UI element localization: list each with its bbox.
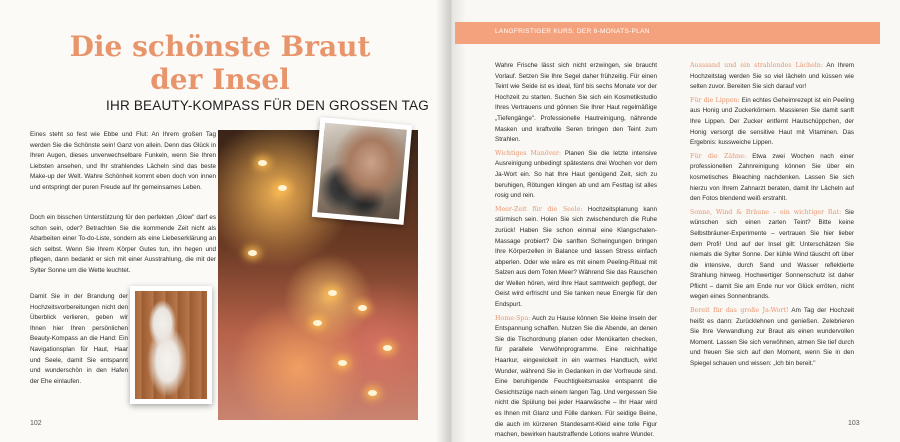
candle-light	[248, 250, 257, 256]
manoeuvre-heading: Wichtiges Manöver:	[495, 149, 562, 157]
candle-light	[258, 160, 267, 166]
right-column-1	[495, 61, 657, 441]
home-spa-paragraph	[495, 314, 657, 441]
lips-paragraph	[690, 96, 854, 149]
candle-light	[383, 345, 392, 351]
six-month-intro: Wahre Frische lässt sich nicht erzwingen, sie braucht Vorlauf. Setzen Sie Ihre Segel daher frühzeitig. Für einen Teint wie Seide ist es ideal, fünf bis sechs Monate vor der Hochzeit zu starten. Suchen Sie sich ein Kosmetikstudio Ihres Vertrauens und gönnen Sie Ihrer Haut regelmäßige „Tiefengänge". Professionelle Hautreinigung, nährende Masken und kraftvolle Seren bringen den Teint zum Strahlen.	[495, 62, 657, 144]
smile-text: An Ihrem Hochzeitstag werden Sie so viel lächeln und küssen wie selten zuvor. Bereiten Sie sich darauf vor!	[690, 62, 855, 91]
teeth-text: Etwa zwei Wochen nach einer professionellen Zahnreinigung können Sie über ein kosmetisches Bleaching nachdenken. Lassen Sie sich hierzu von Ihrem Zahnarzt beraten, damit Ihr Lächeln auf den Fotos blendend weiß erstrahlt.	[690, 152, 854, 203]
teeth-paragraph	[690, 152, 854, 205]
lips-text: Ein echtes Geheimrezept ist ein Peeling aus Honig und Zuckerkörnern. Massieren Sie damit sanft Ihre Lippen. Der Zucker entfernt Hautschüppchen, der Honig versorgt die sensitive Haut mit Vitaminen. Das Ergebnis: kussweiche Lippen.	[690, 96, 855, 147]
intro-paragraph: Eines steht so fest wie Ebbe und Flut: An Ihrem großen Tag werden Sie die Schönste sein! Ganz von allein. Denn das Glück in Ihren Augen, dieses unverwechselbare Funkeln, wenn Sie Ihren Liebsten ansehen, und Ihr strahlendes Lächeln sind das beste Make-up der Welt. Wahre Schönheit kommt eben doch von innen und entspringt der puren Freude auf Ihr gemeinsames Leben.	[30, 131, 216, 191]
candle-light	[338, 360, 347, 366]
sun-text: Sie wünschen sich einen zarten Teint? Bitte keine Selbstbräuner-Experimente – vertrauen Sie hier lieber dem Profi! Und auf der Insel gilt: Unterschätzen Sie niemals die Sylter Sonne. Der kühle Wind täuscht oft über die intensive, durch Sand und Wasser reflektierte Strahlung hinweg. Hochwertiger Sonnenschutz ist daher Pflicht – damit Sie am Ende nur vor Glück erröten, nicht wegen eines Sonnenbrands.	[690, 208, 854, 301]
sea-time-heading: Meer-Zeit für die Seele:	[495, 205, 583, 213]
book-gutter	[436, 0, 466, 442]
candle-light	[368, 390, 377, 396]
home-spa-heading: Home-Spa:	[495, 314, 531, 322]
page-number-right: 103	[848, 420, 860, 427]
sun-heading: Sonne, Wind & Bräune – ein wichtiger Rat:	[690, 208, 842, 216]
candle-light	[358, 305, 367, 311]
ready-text: Am Tag der Hochzeit heißt es dann: Zurücklehnen und genießen. Zelebrieren Sie Ihre Verwandlung zur Braut als einen wundervollen Moment. Lassen Sie sich verwöhnen, atmen Sie tief durch und freuen Sie sich auf den Moment, wenn Sie in den Spiegel schauen und wissen: „Ich bin bereit."	[690, 307, 854, 368]
sea-time-text: Hochzeitsplanung kann stürmisch sein. Holen Sie sich zwischendurch die Ruhe zurück! Haben Sie schon einmal eine Klangschalen-Massage probiert? Die sanften Schwingungen bringen Ihre Körperzellen in Balance und lassen Stress einfach abperlen. Oder wie wäre es mit einem Peeling-Ritual mit Salzen aus dem Toten Meer? Während Sie das Rauschen der Wellen hören, wird Ihre Haut samtweich gepflegt, der Geist wird erfrischt und Sie tanken neue Energie für den Endspurt.	[495, 205, 657, 309]
home-spa-text: Auch zu Hause können Sie kleine Inseln der Entspannung schaffen. Nutzen Sie die Abende, an denen Sie die Tischordnung planen oder Menükarten checken, für parallele Verwöhnprogramme. Eine reichhaltige Haarkur, eingewickelt in ein warmes Handtuch, wirkt Wunder, während Sie in Gedanken in der Vorfreude sind. Eine beruhigende Feuchtigkeitsmaske entspannt die Gesichtszüge nach einem langen Tag. Und vergessen Sie nicht die Spülung bei jeder Haarwäsche – Ihr Haar wird es Ihnen mit Glanz und Fülle danken. Für seidige Beine, die auch im kürzeren Standesamt-Kleid eine tolle Figur machen, bewirken hautstraffende Lotions wahre Wunder.	[495, 314, 657, 439]
sauna-woman-photo	[130, 286, 212, 404]
candle-light	[328, 290, 337, 296]
candle-light	[278, 185, 287, 191]
title-line-2: der Insel	[150, 63, 290, 96]
lips-heading: Für die Lippen:	[690, 96, 740, 104]
right-column-2	[690, 61, 854, 370]
smile-paragraph	[690, 61, 854, 93]
manoeuvre-text: Planen Sie die letzte intensive Ausreinigung unbedingt spätestens drei Wochen vor dem Ja-Wort ein. So hat Ihre Haut genügend Zeit, sich zu beruhigen, Rötungen klingen ab und am Festtag ist alles rosig und rein.	[495, 149, 657, 200]
hot-stone-massage-photo	[312, 117, 412, 225]
compass-paragraph: Damit Sie in der Brandung der Hochzeitsvorbereitungen nicht den Überblick verlieren, geben wir Ihnen hier Ihren persönlichen Beauty-Kompass an die Hand: Ein Navigationsplan für Haut, Haar und Seele, damit Sie entspannt und wunderschön in den Hafen der Ehe einlaufen.	[30, 293, 128, 385]
page-subtitle: IHR BEAUTY-KOMPASS FÜR DEN GROSSEN TAG	[106, 98, 429, 113]
teeth-heading: Für die Zähne:	[690, 152, 747, 160]
ready-heading: Bereit für das große Ja-Wort!	[690, 307, 789, 315]
page-title	[0, 30, 440, 96]
manoeuvre-paragraph	[495, 149, 657, 202]
sea-time-paragraph	[495, 205, 657, 311]
title-line-1: Die schönste Braut	[69, 30, 371, 63]
glow-paragraph: Doch ein bisschen Unterstützung für den perfekten „Glow" darf es schon sein, oder? Betrachten Sie die kommende Zeit nicht als Abarbeiten einer To-do-Liste, sondern als eine Liebeserklärung an sich selbst. Wenn Sie Ihrem Körper Gutes tun, ihn hegen und pflegen, dann bedankt er sich mit einer Ausstrahlung, die mit der Sylter Sonne um die Wette leuchtet.	[30, 214, 216, 274]
ready-paragraph	[690, 306, 854, 370]
candle-light	[313, 320, 322, 326]
page-number-left: 102	[30, 420, 42, 427]
smile-heading: Ausssand und ein strahlendes Lächeln:	[690, 62, 823, 69]
section-banner-label: LANGFRISTIGER KURS: DER 6-MONATS-PLAN	[495, 28, 650, 35]
sun-paragraph	[690, 208, 854, 303]
